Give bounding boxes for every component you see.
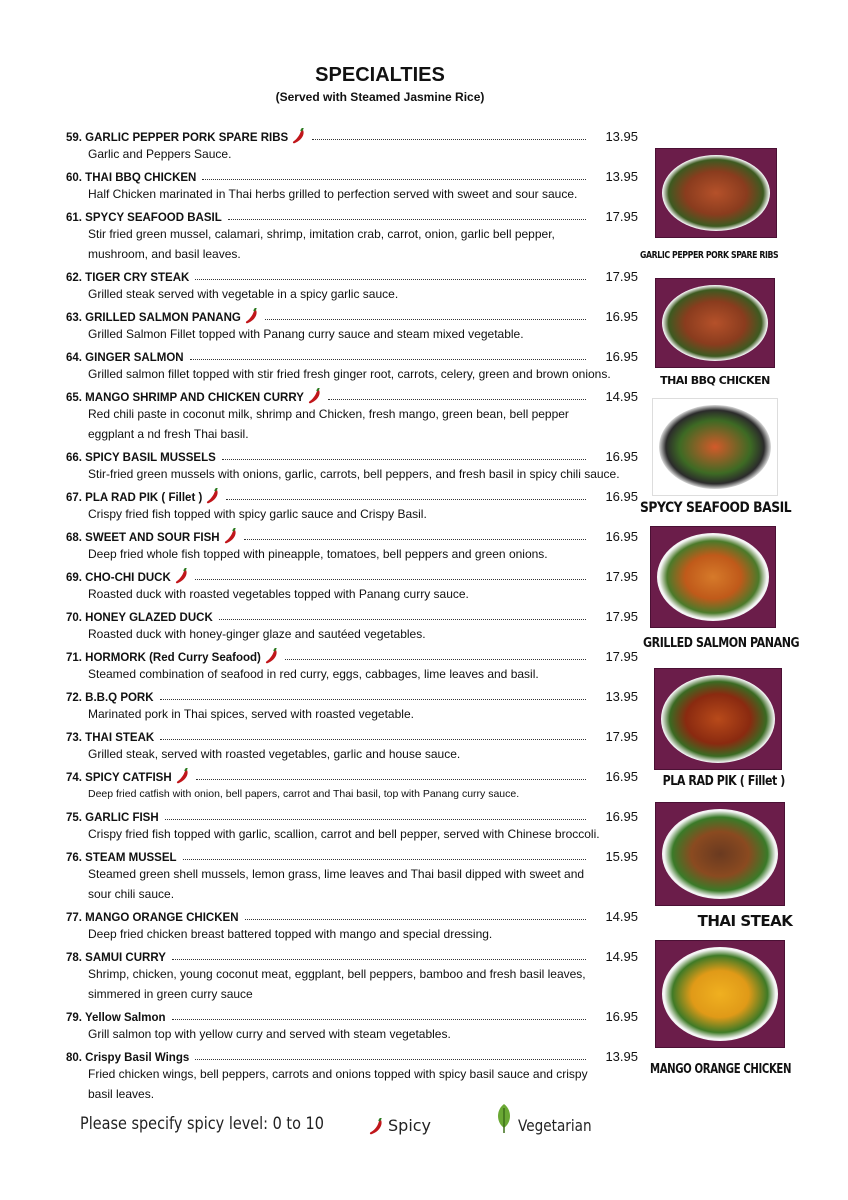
dot-leader [195,1058,586,1060]
photo-caption: GARLIC PEPPER PORK SPARE RIBS [640,250,779,261]
menu-item-row [66,304,638,324]
menu-item [66,524,638,564]
photo-caption: THAI BBQ CHICKEN [660,374,770,387]
menu-item-row [66,904,638,924]
menu-item-name: 67. PLA RAD PIK ( Fillet ) [66,492,203,504]
dot-leader [312,138,586,140]
photo-garlic-pepper-pork [655,148,777,238]
menu-item [66,804,638,844]
menu-item-name: 74. SPICY CATFISH [66,772,172,784]
menu-item-description: Roasted duck with roasted vegetables topped with Panang curry sauce. [88,587,469,601]
spicy-level-note: Please specify spicy level: 0 to 10 [80,1114,324,1134]
photo-pla-rad-pik [654,668,782,770]
chili-icon [224,528,238,544]
menu-item-name: 78. SAMUI CURRY [66,952,166,964]
menu-item-price: 17.95 [605,729,638,744]
menu-item-description: sour chili sauce. [88,887,175,901]
menu-item-description: Steamed green shell mussels, lemon grass, lime leaves and Thai basil dipped with sweet and [88,867,585,881]
menu-item-row [66,724,638,744]
menu-item [66,344,638,384]
chili-icon [176,768,190,784]
menu-item-description: Stir-fried green mussels with onions, garlic, carrots, bell peppers, and fresh basil in spicy chili sauce. [88,467,620,481]
menu-item-row [66,444,638,464]
menu-item-name: 64. GINGER SALMON [66,352,184,364]
menu-item-description: Deep fried catfish with onion, bell papers, carrot and Thai basil, top with Panang curry sauce. [88,788,520,800]
menu-item-row [66,684,638,704]
photo-thai-bbq-chicken [655,278,775,368]
menu-item-row [66,1004,638,1024]
menu-item [66,164,638,204]
menu-item [66,604,638,644]
menu-item [66,444,638,484]
menu-item-price: 16.95 [605,769,638,784]
leaf-icon [494,1102,514,1134]
menu-item [66,724,638,764]
menu-item-price: 16.95 [605,1009,638,1024]
menu-item-name: 60. THAI BBQ CHICKEN [66,172,197,184]
menu-item [66,564,638,604]
photo-caption: PLA RAD PIK ( Fillet ) [662,774,785,789]
menu-item-row [66,484,638,504]
menu-item [66,204,638,264]
chili-icon [308,388,322,404]
menu-item-row [66,644,638,664]
menu-item-price: 17.95 [605,569,638,584]
photo-spicy-seafood-basil [652,398,778,496]
legend-spicy-label: Spicy [388,1116,432,1135]
menu-item-description: Grilled salmon fillet topped with stir fried fresh ginger root, carrots, celery, green and brown onions. [88,367,611,381]
menu-item-row [66,344,638,364]
photo-caption: MANGO ORANGE CHICKEN [650,1062,792,1077]
dot-leader [195,278,586,280]
menu-item [66,684,638,724]
dot-leader [219,618,586,620]
page-title: SPECIALTIES [315,64,445,86]
menu-item-row [66,164,638,184]
menu-item-price: 16.95 [605,529,638,544]
menu-item [66,384,638,444]
menu-item-name: 63. GRILLED SALMON PANANG [66,312,241,324]
dot-leader [195,578,586,580]
menu-item [66,944,638,1004]
menu-item-name: 68. SWEET AND SOUR FISH [66,532,220,544]
dot-leader [222,458,586,460]
menu-item-row [66,264,638,284]
menu-item-description: Deep fried chicken breast battered topped with mango and special dressing. [88,927,493,941]
menu-item-price: 16.95 [605,489,638,504]
menu-item-description: Deep fried whole fish topped with pineapple, tomatoes, bell peppers and green onions. [88,547,548,561]
dot-leader [160,738,586,740]
dot-leader [196,778,586,780]
dot-leader [285,658,586,660]
photo-caption: THAI STEAK [697,912,793,930]
dot-leader [172,958,586,960]
menu-item-name: 66. SPICY BASIL MUSSELS [66,452,216,464]
menu-item-description: Crispy fried fish topped with garlic, scallion, carrot and bell pepper, served with Chinese broccoli. [88,827,600,841]
chili-icon [265,648,279,664]
menu-item-description: Steamed combination of seafood in red curry, eggs, cabbages, lime leaves and basil. [88,667,539,681]
menu-item-price: 17.95 [605,609,638,624]
menu-item-row [66,764,638,784]
menu-item-description: Fried chicken wings, bell peppers, carrots and onions topped with spicy basil sauce and crispy [88,1067,588,1081]
dot-leader [183,858,586,860]
menu-item-price: 16.95 [605,449,638,464]
photo-thai-steak [655,802,785,906]
menu-item-name: 75. GARLIC FISH [66,812,159,824]
menu-item-name: 69. CHO-CHI DUCK [66,572,171,584]
menu-item-price: 17.95 [605,649,638,664]
menu-item-row [66,564,638,584]
chili-icon [175,568,189,584]
dot-leader [244,538,586,540]
menu-item [66,1044,638,1104]
menu-item-description: Marinated pork in Thai spices, served with roasted vegetable. [88,707,414,721]
photo-caption: SPYCY SEAFOOD BASIL [640,500,792,516]
menu-item-description: Garlic and Peppers Sauce. [88,147,232,161]
menu-item-price: 16.95 [605,349,638,364]
menu-item-description: Grilled steak, served with roasted vegetables, garlic and house sauce. [88,747,461,761]
menu-item [66,1004,638,1044]
menu-item-name: 79. Yellow Salmon [66,1012,166,1024]
dot-leader [245,918,586,920]
menu-item-price: 16.95 [605,809,638,824]
menu-item-name: 72. B.B.Q PORK [66,692,154,704]
chili-icon [292,128,306,144]
menu-item-name: 77. MANGO ORANGE CHICKEN [66,912,239,924]
menu-item-name: 73. THAI STEAK [66,732,155,744]
menu-item-description: Shrimp, chicken, young coconut meat, eggplant, bell peppers, bamboo and fresh basil leaves, [88,967,586,981]
dot-leader [265,318,586,320]
menu-item-price: 13.95 [605,169,638,184]
menu-item-description: simmered in green curry sauce [88,987,253,1001]
menu-item-price: 14.95 [605,909,638,924]
menu-item [66,304,638,344]
menu-list [66,124,638,1104]
menu-item-price: 15.95 [605,849,638,864]
menu-item-row [66,124,638,144]
dot-leader [226,498,586,500]
dot-leader [172,1018,587,1020]
menu-item-name: 76. STEAM MUSSEL [66,852,177,864]
menu-item-price: 14.95 [605,949,638,964]
menu-item-description: Stir fried green mussel, calamari, shrimp, imitation crab, carrot, onion, garlic bell pepper, [88,227,555,241]
photo-mango-orange-chicken [655,940,785,1048]
menu-item-row [66,944,638,964]
menu-item-name: 61. SPYCY SEAFOOD BASIL [66,212,222,224]
menu-item-row [66,804,638,824]
dot-leader [165,818,586,820]
menu-item [66,124,638,164]
chili-icon [245,308,259,324]
menu-item-price: 17.95 [605,269,638,284]
menu-item [66,484,638,524]
menu-item-description: Grilled Salmon Fillet topped with Panang curry sauce and steam mixed vegetable. [88,327,524,341]
menu-item-name: 62. TIGER CRY STEAK [66,272,190,284]
menu-item-price: 13.95 [605,1049,638,1064]
menu-item [66,764,638,804]
menu-item-row [66,384,638,404]
menu-item-name: 71. HORMORK (Red Curry Seafood) [66,652,261,664]
menu-item-description: Red chili paste in coconut milk, shrimp and Chicken, fresh mango, green bean, bell pepper [88,407,569,421]
menu-item-row [66,844,638,864]
menu-item-row [66,604,638,624]
menu-item-description: basil leaves. [88,1087,155,1101]
chili-icon [206,488,220,504]
chili-icon [368,1118,384,1136]
page-subtitle: (Served with Steamed Jasmine Rice) [275,90,485,104]
menu-item-price: 14.95 [605,389,638,404]
menu-item [66,904,638,944]
menu-item-row [66,204,638,224]
menu-item-description: Half Chicken marinated in Thai herbs grilled to perfection served with sweet and sour sauce. [88,187,578,201]
menu-item-description: mushroom, and basil leaves. [88,247,241,261]
menu-item-row [66,524,638,544]
menu-item-name: 59. GARLIC PEPPER PORK SPARE RIBS [66,132,289,144]
dot-leader [160,698,586,700]
dot-leader [202,178,586,180]
menu-item-description: eggplant a nd fresh Thai basil. [88,427,249,441]
dot-leader [328,398,586,400]
menu-item-price: 16.95 [605,309,638,324]
menu-item-row [66,1044,638,1064]
menu-item-description: Roasted duck with honey-ginger glaze and sautéed vegetables. [88,627,426,641]
photo-grilled-salmon-panang [650,526,776,628]
menu-item-price: 13.95 [605,129,638,144]
menu-item-description: Grill salmon top with yellow curry and served with steam vegetables. [88,1027,451,1041]
dot-leader [228,218,586,220]
menu-item-description: Grilled steak served with vegetable in a spicy garlic sauce. [88,287,399,301]
legend-vegetarian-label: Vegetarian [518,1116,592,1135]
menu-item [66,264,638,304]
menu-item [66,644,638,684]
dot-leader [190,358,586,360]
menu-item-price: 13.95 [605,689,638,704]
menu-item [66,844,638,904]
menu-item-name: 65. MANGO SHRIMP AND CHICKEN CURRY [66,392,304,404]
menu-item-name: 80. Crispy Basil Wings [66,1052,190,1064]
menu-item-description: Crispy fried fish topped with spicy garlic sauce and Crispy Basil. [88,507,427,521]
menu-item-price: 17.95 [605,209,638,224]
menu-item-name: 70. HONEY GLAZED DUCK [66,612,213,624]
photo-caption: GRILLED SALMON PANANG [643,636,800,651]
